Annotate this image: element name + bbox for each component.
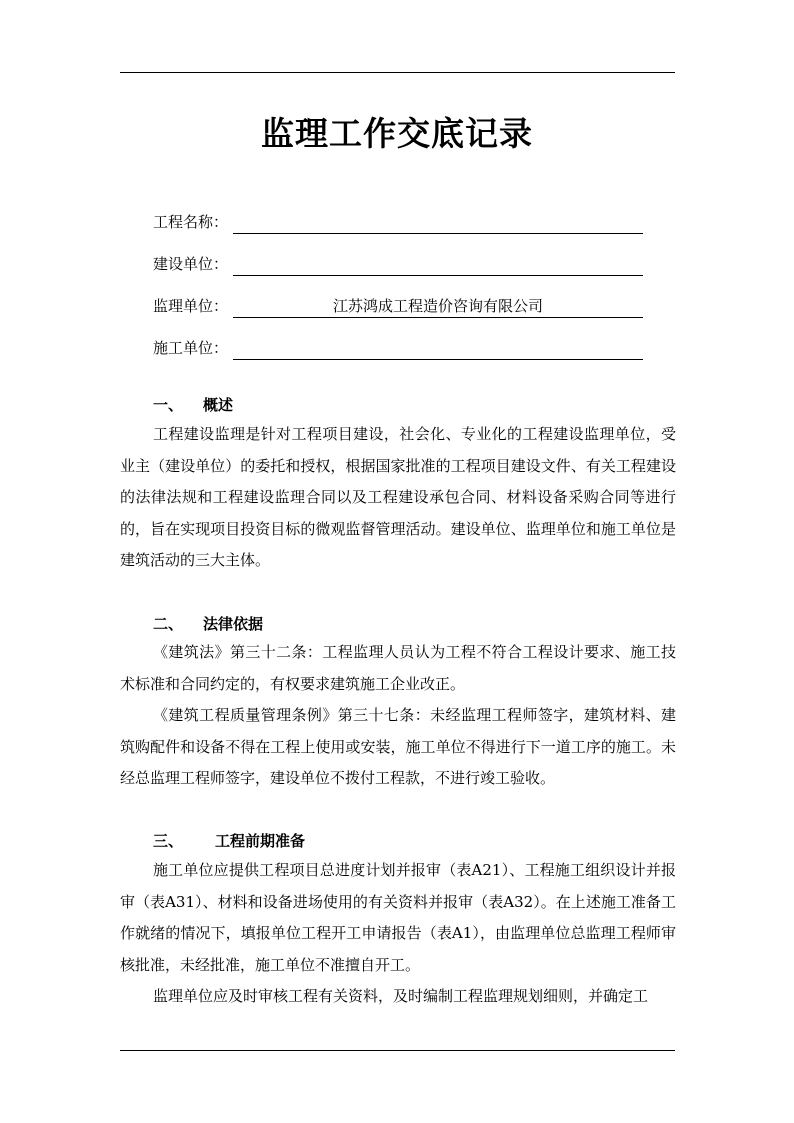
header-rule [120,72,675,73]
section-3-paragraph: 监理单位应及时审核工程有关资料，及时编制工程监理规划细则，并确定工 [153,987,649,1006]
footer-rule [120,1050,675,1051]
section-3-heading [153,830,305,851]
contractor-label: 施工单位： [153,339,229,357]
section-2-heading [153,613,263,634]
owner-field [153,250,643,276]
page-title: 监理工作交底记录 [261,114,533,153]
owner-underline [233,275,643,276]
supervisor-label: 监理单位： [153,297,229,315]
project-name-field [153,208,643,234]
owner-label: 建设单位： [153,255,229,273]
section-3-title: 工程前期准备 [215,832,306,850]
section-3-body [120,855,676,1013]
section-2-body [120,637,676,795]
section-2-paragraph: 《建筑法》第三十二条：工程监理人员认为工程不符合工程设计要求、施工技术标准和合同约定的，有权要求建筑施工企业改正。 [120,643,676,693]
contractor-underline [233,359,643,360]
section-1-heading [153,394,233,415]
section-1-paragraph: 工程建设监理是针对工程项目建设，社会化、专业化的工程建设监理单位，受业主（建设单位）的委托和授权，根据国家批准的工程项目建设文件、有关工程建设的法律法规和工程建设监理合同以及工程建设承包合同、材料设备采购合同等进行的，旨在实现项目投资目标的微观监督管理活动。建设单位、监理单位和施工单位是建筑活动的三大主体。 [120,425,676,570]
section-3-number: 三、 [153,832,184,850]
section-3-paragraph: 施工单位应提供工程项目总进度计划并报审（表A21）、工程施工组织设计并报审（表A31）、材料和设备进场使用的有关资料并报审（表A32）。在上述施工准备工作就绪的情况下，填报单位工程开工申请报告（表A1），由监理单位总监理工程师审核批准，未经批准，施工单位不准擅自开工。 [120,861,676,974]
section-1-number: 一、 [153,396,184,414]
contractor-field [153,334,643,360]
project-name-underline [233,233,643,234]
section-2-title: 法律依据 [203,615,264,633]
supervisor-value: 江苏鸿成工程造价咨询有限公司 [332,297,543,315]
section-1-body [120,419,676,577]
supervisor-underline [233,317,643,318]
section-2-number: 二、 [153,615,184,633]
section-2-paragraph: 《建筑工程质量管理条例》第三十七条：未经监理工程师签字，建筑材料、建筑购配件和设备不得在工程上使用或安装，施工单位不得进行下一道工序的施工。未经总监理工程师签字，建设单位不拨付工程款，不进行竣工验收。 [120,706,676,788]
section-1-title: 概述 [203,396,234,414]
supervisor-field [153,292,643,318]
project-name-label: 工程名称： [153,213,229,231]
